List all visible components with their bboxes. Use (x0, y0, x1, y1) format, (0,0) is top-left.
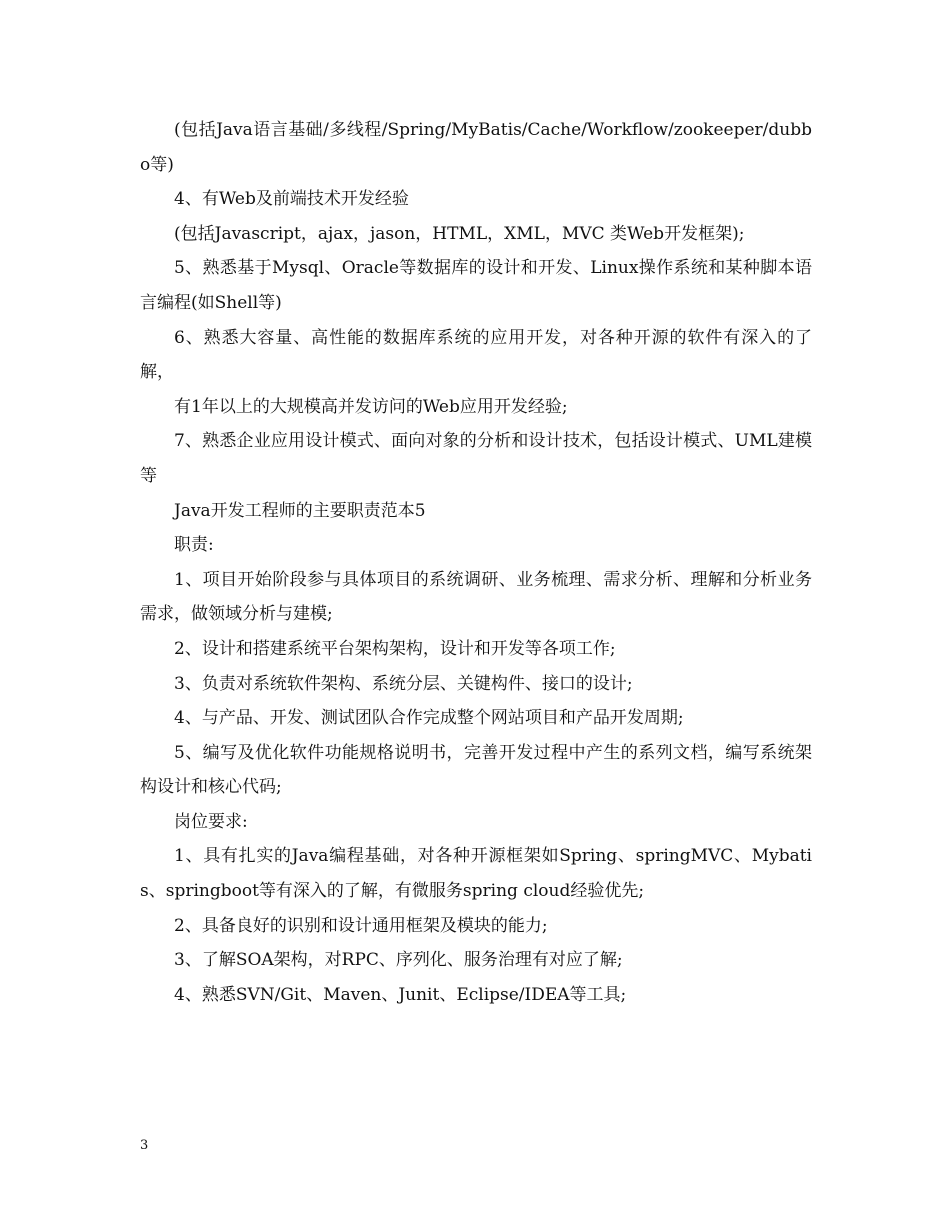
paragraph-req-4: 4、有Web及前端技术开发经验 (174, 189, 409, 210)
paragraph-duty-5: 5、编写及优化软件功能规格说明书，完善开发过程中产生的系列文档，编写系统架构设计和核心代码; (140, 742, 812, 798)
paragraph-requirement-1: 1、具有扎实的Java编程基础，对各种开源框架如Spring、springMVC、Mybatis、springboot等有深入的了解，有微服务spring cloud经验优先; (140, 846, 812, 902)
section-heading: Java开发工程师的主要职责范本5 (174, 500, 426, 521)
paragraph-duty-3: 3、负责对系统软件架构、系统分层、关键构件、接口的设计; (174, 673, 633, 694)
paragraph-requirement-3: 3、了解SOA架构，对RPC、序列化、服务治理有对应了解; (174, 950, 623, 971)
paragraph-req-7: 7、熟悉企业应用设计模式、面向对象的分析和设计技术，包括设计模式、UML建模等 (140, 431, 812, 486)
paragraph-req-6-detail: 有1年以上的大规模高并发访问的Web应用开发经验; (174, 396, 568, 417)
duties-heading: 职责: (174, 535, 214, 556)
paragraph-tech-stack: (包括Java语言基础/多线程/Spring/MyBatis/Cache/Workflow/zookeeper/dubbo等) (140, 120, 812, 175)
paragraph-requirement-2: 2、具备良好的识别和设计通用框架及模块的能力; (174, 915, 548, 936)
paragraph-req-4-detail: (包括Javascript，ajax，jason，HTML，XML，MVC 类Web开发框架); (174, 223, 745, 244)
requirements-heading: 岗位要求: (174, 811, 248, 832)
page-number: 3 (140, 1138, 149, 1153)
paragraph-requirement-4: 4、熟悉SVN/Git、Maven、Junit、Eclipse/IDEA等工具; (174, 984, 627, 1005)
document-body (140, 113, 812, 1012)
paragraph-duty-4: 4、与产品、开发、测试团队合作完成整个网站项目和产品开发周期; (174, 708, 684, 729)
paragraph-req-5: 5、熟悉基于Mysql、Oracle等数据库的设计和开发、Linux操作系统和某种脚本语言编程(如Shell等) (140, 258, 812, 313)
paragraph-req-6: 6、熟悉大容量、高性能的数据库系统的应用开发，对各种开源的软件有深入的了解， (140, 327, 812, 383)
paragraph-duty-1: 1、项目开始阶段参与具体项目的系统调研、业务梳理、需求分析、理解和分析业务需求，做领域分析与建模; (140, 569, 812, 625)
paragraph-duty-2: 2、设计和搭建系统平台架构架构，设计和开发等各项工作; (174, 638, 616, 659)
